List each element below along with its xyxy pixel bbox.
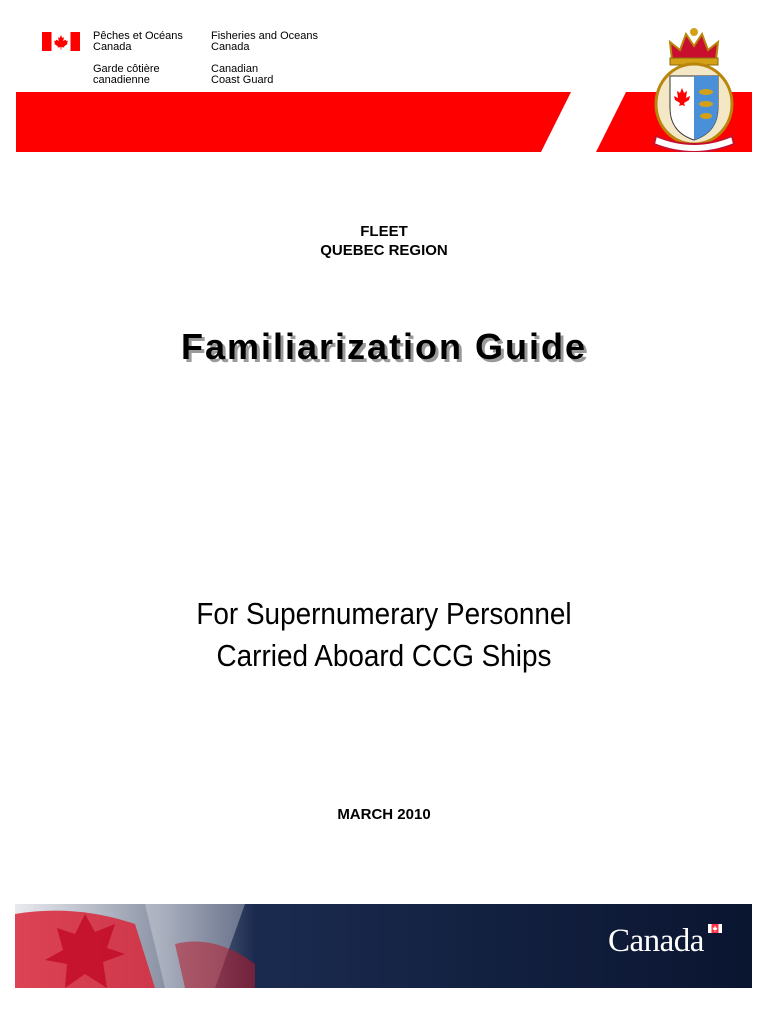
canada-wordmark: Canada bbox=[608, 923, 704, 959]
wordmark-flag-icon bbox=[708, 924, 722, 933]
dept-en-line1: Fisheries and Oceans bbox=[211, 30, 318, 42]
document-subtitle bbox=[38, 593, 729, 677]
agency-fr-line1: Garde côtière bbox=[93, 63, 160, 75]
dept-fr-line2: Canada bbox=[93, 41, 132, 53]
fleet-label: FLEET bbox=[360, 223, 408, 240]
region-label: QUEBEC REGION bbox=[320, 242, 448, 259]
agency-en-line2: Coast Guard bbox=[211, 74, 274, 86]
agency-en-line1: Canadian bbox=[211, 63, 259, 75]
subtitle-line2: Carried Aboard CCG Ships bbox=[216, 638, 552, 673]
dept-fr-line1: Pêches et Océans bbox=[93, 30, 183, 42]
region-heading bbox=[0, 222, 768, 260]
coast-guard-crest-icon bbox=[648, 20, 740, 152]
agency-name-fr bbox=[93, 64, 160, 86]
red-header-banner bbox=[16, 92, 576, 152]
agency-name-en bbox=[211, 64, 273, 86]
agency-fr-line2: canadienne bbox=[93, 74, 150, 86]
subtitle-line1: For Supernumerary Personnel bbox=[196, 596, 572, 631]
publication-date: MARCH 2010 bbox=[337, 806, 431, 823]
department-name-fr bbox=[93, 31, 183, 53]
department-name-en bbox=[211, 31, 318, 53]
dept-en-line2: Canada bbox=[211, 41, 250, 53]
document-title: Familiarization Guide bbox=[180, 326, 588, 367]
canada-flag-icon bbox=[42, 32, 80, 51]
